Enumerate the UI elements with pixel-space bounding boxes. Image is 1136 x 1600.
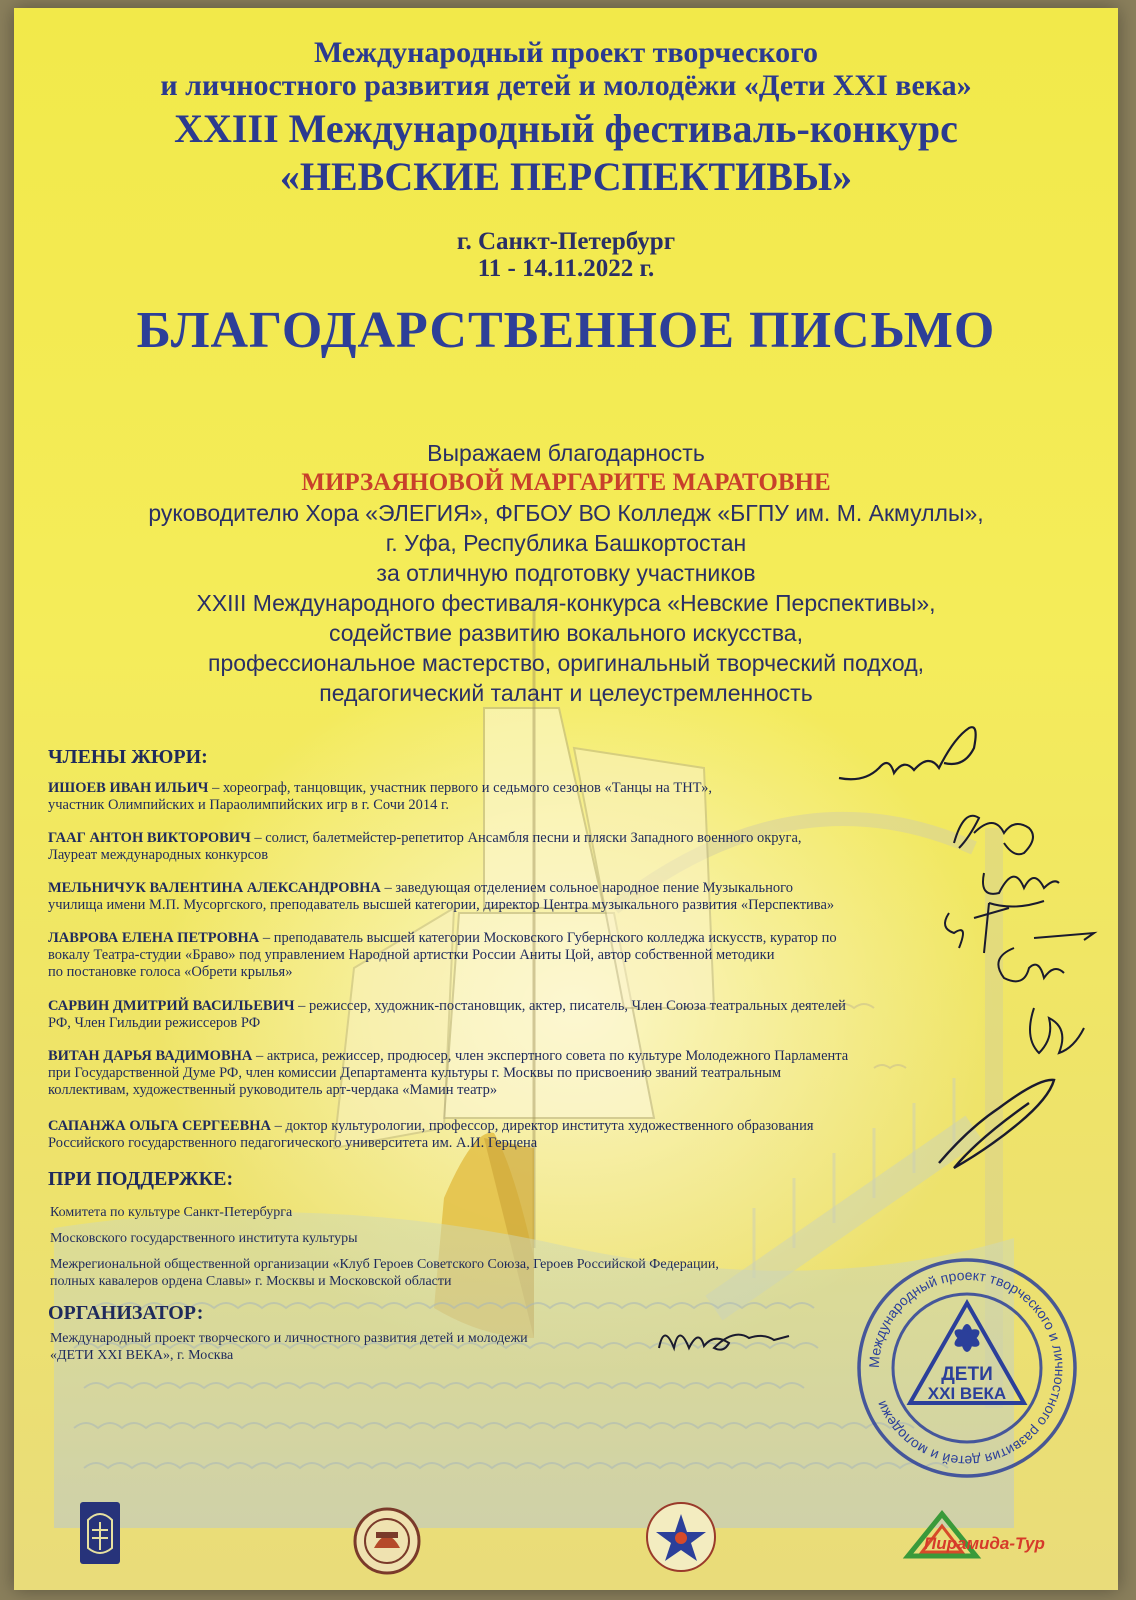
recipient-name: МИРЗАЯНОВОЙ МАРГАРИТЕ МАРАТОВНЕ bbox=[301, 469, 831, 496]
document-title: БЛАГОДАРСТВЕННОЕ ПИСЬМО bbox=[136, 302, 996, 359]
pyramid-tour-logo bbox=[902, 1508, 1062, 1568]
heroes-club-logo-icon bbox=[644, 1500, 718, 1574]
jury-desc: – солист, балетмейстер-репетитор Ансамбля песни и пляски Западного военного округа, bbox=[250, 830, 802, 846]
jury-member bbox=[48, 930, 948, 981]
jury-name: ГААГ АНТОН ВИКТОРОВИЧ bbox=[48, 830, 251, 846]
pyramid-tour-name: Пирамида-Тур bbox=[924, 1534, 1045, 1553]
jury-desc: по постановке голоса «Обрети крылья» bbox=[48, 964, 293, 980]
signature-5 bbox=[974, 928, 1104, 1008]
institute-seal-icon bbox=[352, 1506, 422, 1576]
support-item: полных кавалеров ордена Славы» г. Москвы и Московской области bbox=[50, 1274, 452, 1289]
festival-title-line1: XXIII Международный фестиваль-конкурс bbox=[174, 106, 958, 151]
header-block bbox=[14, 36, 1118, 360]
letter-body bbox=[14, 438, 1118, 708]
jury-member bbox=[48, 1118, 948, 1152]
jury-member bbox=[48, 880, 948, 914]
jury-desc: – актриса, режиссер, продюсер, член экспертного совета по культуре Молодежного Парламента bbox=[252, 1048, 849, 1064]
letter-line: профессиональное мастерство, оригинальный творческий подход, bbox=[207, 650, 925, 676]
jury-desc: – доктор культурологии, профессор, директор института художественного образования bbox=[271, 1118, 814, 1134]
jury-name: САПАНЖА ОЛЬГА СЕРГЕЕВНА bbox=[48, 1118, 272, 1134]
jury-desc: училища имени М.П. Мусоргского, преподаватель высшей категории, директор Центра музыкального развития «Перспектива» bbox=[48, 897, 835, 913]
star-flower-icon bbox=[952, 1324, 982, 1352]
jury-name: ИШОЕВ ИВАН ИЛЬИЧ bbox=[48, 780, 209, 796]
jury-member bbox=[48, 780, 948, 814]
project-title-line2: и личностного развития детей и молодёжи «Дети XXI века» bbox=[160, 69, 972, 102]
stamp-center-line2: XXI ВЕКА bbox=[927, 1384, 1007, 1403]
stamp-center-line1: ДЕТИ bbox=[941, 1364, 993, 1385]
letter-line: содействие развитию вокального искусства, bbox=[328, 620, 803, 646]
support-item: Московского государственного института культуры bbox=[50, 1231, 358, 1246]
support-title: ПРИ ПОДДЕРЖКЕ: bbox=[48, 1168, 234, 1190]
jury-member bbox=[48, 1048, 948, 1099]
signature-organizer bbox=[654, 1308, 794, 1368]
jury-desc: участник Олимпийских и Параолимпийских игр в г. Сочи 2014 г. bbox=[48, 797, 449, 813]
letter-intro: Выражаем благодарность bbox=[427, 440, 705, 466]
project-title-line1: Международный проект творческого bbox=[313, 36, 819, 69]
signature-7 bbox=[929, 1068, 1069, 1178]
organization-stamp bbox=[852, 1253, 1082, 1483]
signature-6 bbox=[1014, 998, 1094, 1068]
jury-desc: Российского государственного педагогического университета им. А.И. Герцена bbox=[48, 1135, 538, 1151]
jury-name: ЛАВРОВА ЕЛЕНА ПЕТРОВНА bbox=[48, 930, 260, 946]
letter-line: руководителю Хора «ЭЛЕГИЯ», ФГБОУ ВО Колледж «БГПУ им. М. Акмуллы», bbox=[148, 500, 984, 526]
organizer-line: Международный проект творческого и личностного развития детей и молодежи bbox=[50, 1331, 528, 1346]
support-item: Межрегиональной общественной организации «Клуб Героев Советского Союза, Героев Российской Федерации, bbox=[50, 1257, 719, 1272]
jury-desc: Лауреат международных конкурсов bbox=[48, 847, 269, 863]
city: г. Санкт-Петербург bbox=[456, 228, 676, 255]
jury-desc: коллективам, художественный руководитель арт-чердака «Мамин театр» bbox=[48, 1082, 498, 1098]
festival-title-line2: «НЕВСКИЕ ПЕРСПЕКТИВЫ» bbox=[279, 154, 853, 199]
jury-desc: – заведующая отделением сольное народное пение Музыкального bbox=[380, 880, 793, 896]
organizer-title: ОРГАНИЗАТОР: bbox=[48, 1302, 204, 1324]
signature-1 bbox=[834, 708, 994, 798]
jury-member bbox=[48, 830, 948, 864]
letter-line: за отличную подготовку участников bbox=[376, 560, 756, 586]
jury-desc: вокалу Театра-студии «Браво» под управлением Народной артистки России Аниты Цой, автор собственной методики bbox=[48, 947, 775, 963]
jury-name: ВИТАН ДАРЬЯ ВАДИМОВНА bbox=[48, 1048, 253, 1064]
jury-desc: при Государственной Думе РФ, член комиссии Департамента культуры г. Москвы по присвоению званий театральным bbox=[48, 1065, 782, 1081]
support-item: Комитета по культуре Санкт-Петербурга bbox=[50, 1205, 293, 1220]
st-petersburg-emblem-icon bbox=[78, 1500, 122, 1566]
dates: 11 - 14.11.2022 г. bbox=[477, 255, 655, 282]
stamp-ring-text: Международный проект творческого и личностного развития детей и молодежи bbox=[865, 1266, 1069, 1470]
jury-desc: – режиссер, художник-постановщик, актер, писатель, Член Союза театральных деятелей bbox=[294, 998, 846, 1014]
jury-name: САРВИН ДМИТРИЙ ВАСИЛЬЕВИЧ bbox=[48, 998, 295, 1014]
organizer-line: «ДЕТИ XXI ВЕКА», г. Москва bbox=[50, 1348, 234, 1363]
jury-desc: РФ, Член Гильдии режиссеров РФ bbox=[48, 1015, 261, 1031]
jury-member bbox=[48, 998, 948, 1032]
letter-line: педагогический талант и целеустремленность bbox=[319, 680, 813, 706]
letter-line: XXIII Международного фестиваля-конкурса «Невские Перспективы», bbox=[196, 590, 936, 616]
jury-name: МЕЛЬНИЧУК ВАЛЕНТИНА АЛЕКСАНДРОВНА bbox=[48, 880, 381, 896]
jury-desc: – хореограф, танцовщик, участник первого и седьмого сезонов «Танцы на ТНТ», bbox=[208, 780, 713, 796]
jury-title: ЧЛЕНЫ ЖЮРИ: bbox=[48, 746, 208, 768]
letter-line: г. Уфа, Республика Башкортостан bbox=[385, 530, 747, 556]
jury-desc: – преподаватель высшей категории Московского Губернского колледжа искусств, куратор по bbox=[259, 930, 837, 946]
certificate-sheet bbox=[14, 8, 1118, 1590]
